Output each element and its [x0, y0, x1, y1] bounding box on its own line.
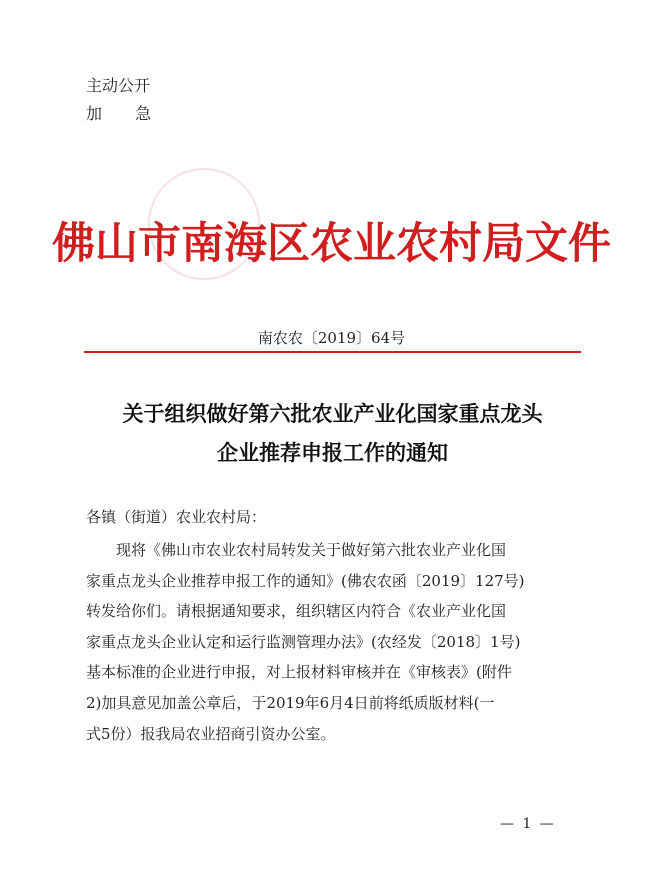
- body-line: 现将《佛山市农业农村局转发关于做好第六批农业产业化国: [116, 541, 507, 559]
- document-number: 南农农〔2019〕64号: [257, 329, 406, 347]
- notice-body: [86, 535, 586, 749]
- notice-title-line-2: 企业推荐申报工作的通知: [217, 440, 448, 465]
- addressee: 各镇（街道）农业农村局：: [86, 508, 267, 526]
- red-separator-line: [84, 351, 581, 353]
- disclosure-label: 主动公开: [86, 76, 151, 95]
- body-line: 基本标准的企业进行申报，对上报材料审核并在《审核表》(附件: [86, 663, 512, 682]
- body-line: 家重点龙头企业认定和运行监测管理办法》(农经发〔2018〕1号): [86, 632, 521, 651]
- urgency-label: 加 急: [86, 104, 166, 123]
- notice-title-line-1: 关于组织做好第六批农业产业化国家重点龙头: [122, 401, 543, 426]
- page-number: — 1 —: [500, 816, 556, 832]
- body-line: 式5份）报我局农业招商引资办公室。: [86, 724, 336, 743]
- body-line: 家重点龙头企业推荐申报工作的通知》(佛农农函〔2019〕127号): [86, 571, 525, 590]
- issuer-header: 佛山市南海区农业农村局文件: [52, 219, 611, 269]
- body-line: 2)加具意见加盖公章后，于2019年6月4日前将纸质版材料(一: [86, 693, 495, 712]
- body-line: 转发给你们。请根据通知要求，组织辖区内符合《农业产业化国: [86, 602, 507, 621]
